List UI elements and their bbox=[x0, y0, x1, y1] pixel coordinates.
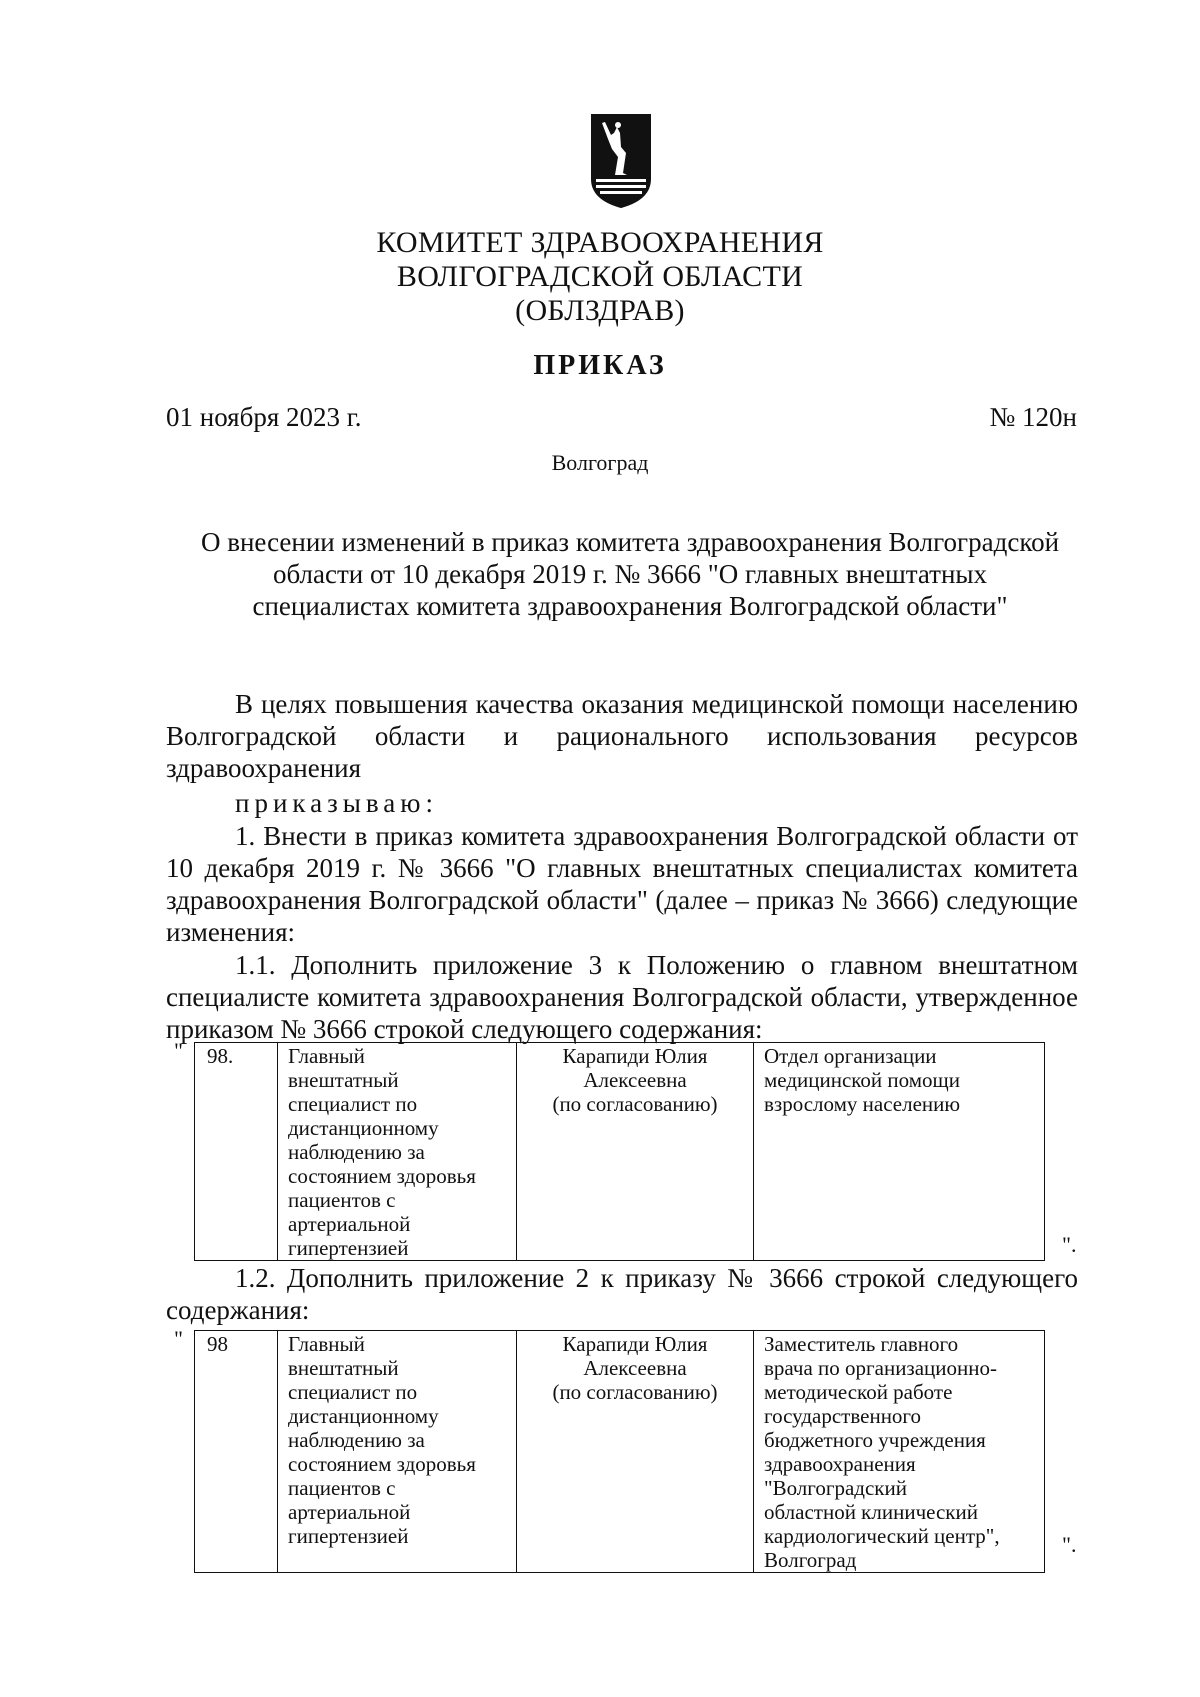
position-title-line: внештатный bbox=[288, 1356, 399, 1380]
inserted-row-table-1 bbox=[194, 1042, 1045, 1261]
position-title-line: внештатный bbox=[288, 1068, 399, 1092]
position-title-cell bbox=[278, 1331, 517, 1573]
table1-open-quote: " bbox=[174, 1038, 183, 1063]
unit-cell bbox=[754, 1331, 1045, 1573]
org-line: (ОБЛЗДРАВ) bbox=[515, 294, 685, 327]
position-title-line: наблюдению за bbox=[288, 1140, 425, 1164]
position-title-cell bbox=[278, 1043, 517, 1261]
unit-line: Отдел организации bbox=[764, 1044, 937, 1068]
item-1-1-paragraph: 1.1. Дополнить приложение 3 к Положению о главном внештатном специалисте комитета здравоохранения Волгоградской области, утвержденное приказом № 3666 строкой следующего содержания: bbox=[166, 950, 1078, 1044]
position-title-line: гипертензией bbox=[288, 1236, 409, 1260]
unit-line: медицинской помощи bbox=[764, 1068, 960, 1092]
table2-open-quote: " bbox=[174, 1326, 183, 1351]
organization-name bbox=[0, 226, 1200, 328]
specialist-name-line: (по согласованию) bbox=[552, 1380, 718, 1404]
document-city: Волгоград bbox=[551, 450, 649, 475]
table1-close-quote: ". bbox=[1062, 1232, 1077, 1257]
unit-line: "Волгоградский bbox=[764, 1476, 907, 1500]
position-title-line: пациентов с bbox=[288, 1188, 396, 1212]
row-number: 98. bbox=[195, 1043, 278, 1261]
position-title-line: дистанционному bbox=[288, 1404, 439, 1428]
specialist-name-line: Карапиди Юлия bbox=[562, 1332, 708, 1356]
specialist-name-line: Алексеевна bbox=[583, 1356, 687, 1380]
org-line: КОМИТЕТ ЗДРАВООХРАНЕНИЯ bbox=[376, 226, 824, 259]
unit-line: взрослому населению bbox=[764, 1092, 961, 1116]
specialist-name-line: Алексеевна bbox=[583, 1068, 687, 1092]
unit-line: государственного bbox=[764, 1404, 922, 1428]
position-title-line: специалист по bbox=[288, 1380, 418, 1404]
volgograd-coat-of-arms-icon bbox=[590, 113, 652, 209]
item-1-paragraph: 1. Внести в приказ комитета здравоохранения Волгоградской области от 10 декабря 2019 г. № 3666 "О главных внештатных специалистах комитета здравоохранения Волгоградской области" (далее – приказ № 3666) следующие изменения: bbox=[166, 821, 1078, 947]
position-title-line: состоянием здоровья bbox=[288, 1452, 476, 1476]
row-number: 98 bbox=[195, 1331, 278, 1573]
unit-line: кардиологический центр", bbox=[764, 1524, 1000, 1548]
specialist-name-cell bbox=[517, 1331, 754, 1573]
position-title-line: наблюдению за bbox=[288, 1428, 425, 1452]
position-title-line: дистанционному bbox=[288, 1116, 439, 1140]
position-title-line: пациентов с bbox=[288, 1476, 396, 1500]
unit-line: областной клинический bbox=[764, 1500, 978, 1524]
position-title-line: состоянием здоровья bbox=[288, 1164, 476, 1188]
item-1-2-paragraph: 1.2. Дополнить приложение 2 к приказу № 3666 строкой следующего содержания: bbox=[166, 1263, 1078, 1325]
document-date: 01 ноября 2023 г. bbox=[166, 402, 362, 432]
order-word: приказываю: bbox=[235, 788, 438, 818]
org-line: ВОЛГОГРАДСКОЙ ОБЛАСТИ bbox=[396, 260, 804, 293]
position-title-line: Главный bbox=[288, 1044, 365, 1068]
unit-line: Волгоград bbox=[764, 1548, 857, 1572]
document-subject: О внесении изменений в приказ комитета здравоохранения Волгоградской области от 10 декабря 2019 г. № 3666 "О главных внештатных специалистах комитета здравоохранения Волгоградской области" bbox=[200, 527, 1060, 621]
unit-line: здравоохранения bbox=[764, 1452, 916, 1476]
table2-close-quote: ". bbox=[1062, 1532, 1077, 1557]
specialist-name-line: Карапиди Юлия bbox=[562, 1044, 708, 1068]
unit-line: бюджетного учреждения bbox=[764, 1428, 986, 1452]
inserted-row-table-2 bbox=[194, 1330, 1045, 1573]
unit-line: методической работе bbox=[764, 1380, 953, 1404]
position-title-line: специалист по bbox=[288, 1092, 418, 1116]
document-number: № 120н bbox=[989, 402, 1077, 432]
document-type: ПРИКАЗ bbox=[533, 350, 667, 381]
specialist-name-cell bbox=[517, 1043, 754, 1261]
unit-line: Заместитель главного bbox=[764, 1332, 959, 1356]
specialist-name-line: (по согласованию) bbox=[552, 1092, 718, 1116]
preamble-paragraph: В целях повышения качества оказания медицинской помощи населению Волгоградской области и рационального использования ресурсов здравоохранения bbox=[166, 689, 1078, 783]
position-title-line: Главный bbox=[288, 1332, 365, 1356]
table-row bbox=[195, 1043, 1045, 1261]
unit-cell bbox=[754, 1043, 1045, 1261]
unit-line: врача по организационно- bbox=[764, 1356, 997, 1380]
table-row bbox=[195, 1331, 1045, 1573]
position-title-line: артериальной bbox=[288, 1500, 411, 1524]
position-title-line: артериальной bbox=[288, 1212, 411, 1236]
position-title-line: гипертензией bbox=[288, 1524, 409, 1548]
